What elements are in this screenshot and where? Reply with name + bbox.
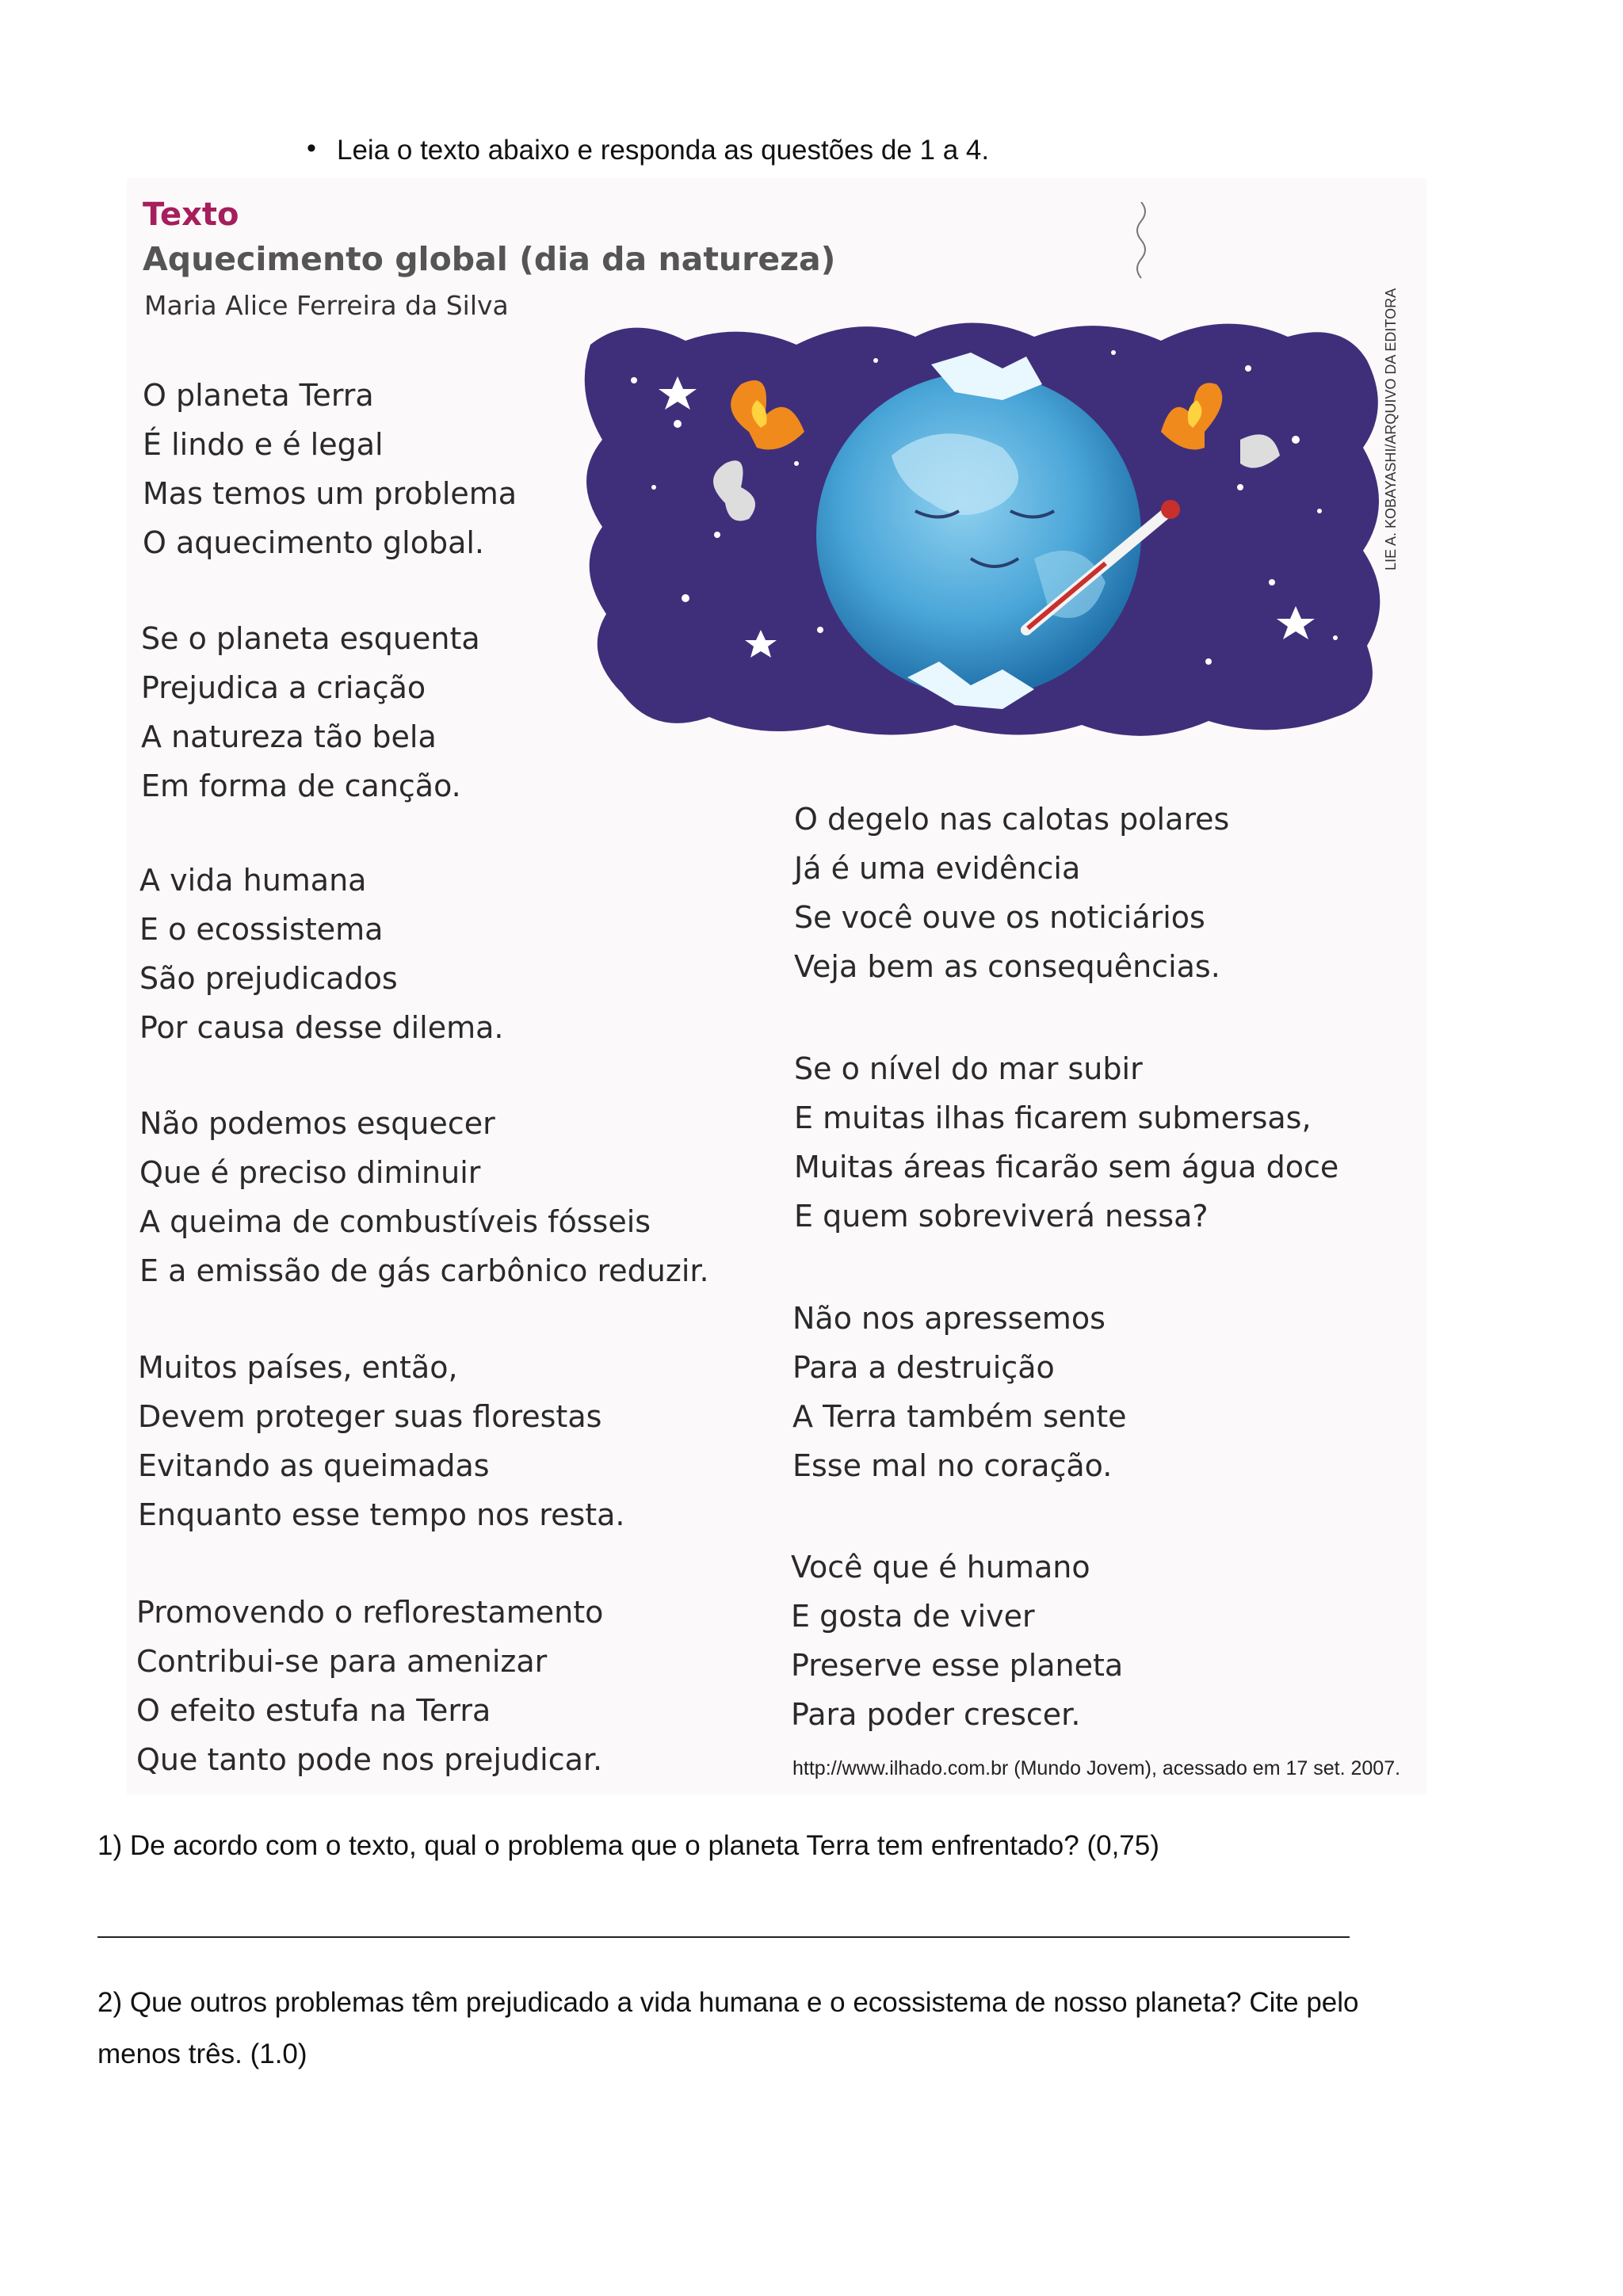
left-stanza-2	[141, 614, 480, 810]
poem-line: Se o nível do mar subir	[794, 1051, 1143, 1086]
right-stanza-2	[794, 1044, 1338, 1241]
poem-line: Mas temos um problema	[143, 476, 517, 511]
poem-line: Que é preciso diminuir	[139, 1155, 481, 1190]
poem-line: E quem sobreviverá nessa?	[794, 1199, 1209, 1234]
left-stanza-6	[136, 1588, 603, 1784]
poem-line: Promovendo o reflorestamento	[136, 1595, 604, 1630]
poem-line: O planeta Terra	[143, 378, 374, 413]
poem-line: Para a destruição	[792, 1350, 1055, 1385]
left-stanza-5	[138, 1343, 625, 1539]
poem-line: Evitando as queimadas	[138, 1448, 490, 1483]
right-stanza-1	[794, 795, 1229, 991]
wavy-line-icon	[1129, 202, 1153, 281]
right-stanza-3	[792, 1294, 1127, 1490]
left-stanza-4	[139, 1099, 709, 1295]
poem-line: Você que é humano	[791, 1550, 1090, 1585]
poem-title: Aquecimento global (dia da natureza)	[143, 240, 836, 278]
left-stanza-1	[143, 371, 517, 567]
poem-line: Não podemos esquecer	[139, 1106, 495, 1141]
poem-line: Se o planeta esquenta	[141, 621, 480, 656]
poem-line: O degelo nas calotas polares	[794, 802, 1230, 837]
question-2-line-1: 2) Que outros problemas têm prejudicado a vida humana e o ecossistema de nosso planeta? Cite pelo	[97, 1987, 1359, 2018]
poem-line: Devem proteger suas florestas	[138, 1399, 602, 1434]
bullet-icon: •	[307, 133, 316, 163]
poem-line: O aquecimento global.	[143, 525, 484, 560]
poem-line: Prejudica a criação	[141, 670, 426, 705]
poem-line: Muitas áreas ficarão sem água doce	[794, 1150, 1339, 1184]
poem-line: São prejudicados	[139, 961, 398, 996]
poem-line: Já é uma evidência	[794, 851, 1081, 886]
poem-line: Enquanto esse tempo nos resta.	[138, 1497, 625, 1532]
poem-line: Veja bem as consequências.	[794, 949, 1220, 984]
poem-line: E o ecossistema	[139, 912, 384, 947]
illustration-credit: LIE A. KOBAYASHI/ARQUIVO DA EDITORA	[1383, 288, 1399, 570]
instruction	[307, 133, 990, 166]
poem-line: Que tanto pode nos prejudicar.	[136, 1742, 603, 1777]
question-2-line-2: menos três. (1.0)	[97, 2039, 307, 2069]
poem-line: A queima de combustíveis fósseis	[139, 1204, 651, 1239]
answer-line-1[interactable]	[97, 1936, 1350, 1938]
instruction-text: Leia o texto abaixo e responda as questões de 1 a 4.	[337, 135, 990, 166]
source-citation: http://www.ilhado.com.br (Mundo Jovem), acessado em 17 set. 2007.	[792, 1757, 1401, 1779]
sick-earth-illustration	[559, 297, 1399, 757]
poem-line: É lindo e é legal	[143, 427, 384, 462]
poem-line: Contribui-se para amenizar	[136, 1644, 548, 1679]
poem-line: Para poder crescer.	[791, 1697, 1081, 1732]
poem-line: E muitas ilhas ficarem submersas,	[794, 1100, 1312, 1135]
text-label: Texto	[143, 196, 239, 233]
poem-line: Não nos apressemos	[792, 1301, 1106, 1336]
poem-line: O efeito estufa na Terra	[136, 1693, 491, 1728]
planet-earth	[816, 372, 1141, 697]
poem-line: E a emissão de gás carbônico reduzir.	[139, 1253, 709, 1288]
poem-line: Em forma de canção.	[141, 769, 461, 803]
poem-line: Muitos países, então,	[138, 1350, 458, 1385]
poem-line: Se você ouve os noticiários	[794, 900, 1205, 935]
question-1: 1) De acordo com o texto, qual o problema que o planeta Terra tem enfrentado? (0,75)	[97, 1830, 1159, 1861]
poem-author: Maria Alice Ferreira da Silva	[144, 290, 509, 321]
poem-line: Por causa desse dilema.	[139, 1010, 504, 1045]
poem-line: Esse mal no coração.	[792, 1448, 1113, 1483]
right-stanza-4	[791, 1543, 1123, 1739]
poem-line: E gosta de viver	[791, 1599, 1035, 1634]
poem-line: A vida humana	[139, 863, 367, 898]
poem-line: A Terra também sente	[792, 1399, 1127, 1434]
left-stanza-3	[139, 856, 504, 1052]
poem-line: Preserve esse planeta	[791, 1648, 1124, 1683]
poem-line: A natureza tão bela	[141, 719, 437, 754]
